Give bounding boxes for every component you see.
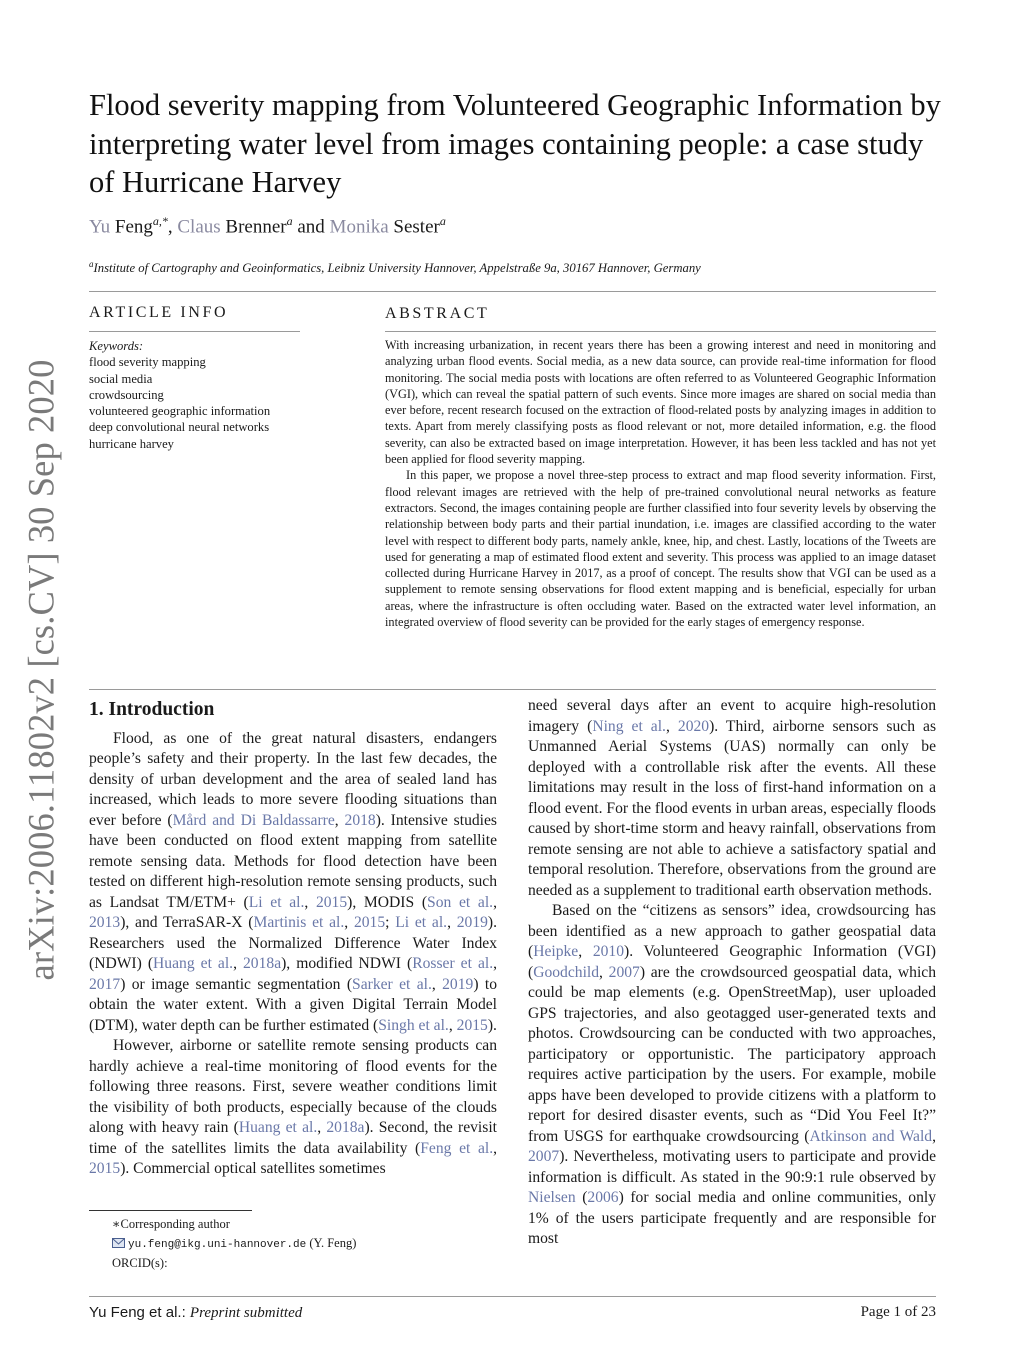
article-info-heading: ARTICLE INFO: [89, 304, 229, 321]
footer-authors: Yu Feng et al.:: [89, 1304, 190, 1321]
citation-link[interactable]: Goodchild: [533, 963, 600, 981]
author-given-name[interactable]: Monika: [329, 216, 389, 238]
footnote-rule: [89, 1210, 252, 1211]
page-number: Page 1 of 23: [860, 1304, 936, 1320]
citation-link[interactable]: Singh et al.: [378, 1016, 449, 1034]
citation-link[interactable]: 2006: [587, 1189, 619, 1206]
paper-title: Flood severity mapping from Volunteered Geographic Information by interpreting water level from images containing people: a case study of Hurricane Harvey: [89, 88, 941, 199]
citation-link[interactable]: 2020: [677, 717, 710, 735]
author-family-name: Brenner: [220, 216, 287, 238]
abstract-heading: ABSTRACT: [385, 305, 490, 322]
body-paragraph: need several days after an event to acquire high-resolution imagery (Ning et al., 2020). Third, airborne sensors such as Unmanned Aerial Systems (UAS) normally can only be deployed with a controllable risk after the events. All these limitations may result in the loss of first-hand information on a flood event. For the flood events in urban areas, especially floods caused by short-time storm and heavy rainfall, observations from remote sensing are not able to achieve a satisfactory spatial and temporal resolution. Therefore, observations from the ground are needed as a supplement to traditional earth observation methods.: [528, 697, 937, 899]
author-affiliation-mark: a: [439, 214, 446, 228]
left-column: [89, 700, 497, 1180]
abstract-rule: [385, 331, 936, 332]
citation-link[interactable]: Li et al.: [248, 893, 305, 911]
affiliation-text: Institute of Cartography and Geoinformatics, Leibniz University Hannover, Appelstraße 9a, 30167 Hannover, Germany: [93, 261, 701, 276]
affiliation: [89, 259, 701, 276]
citation-link[interactable]: 2018: [344, 811, 376, 829]
author-list: Yu Feng$^{a,*}$, Claus Brenner$^a$ and Monika Sester$^a$: [89, 214, 446, 238]
citation-link[interactable]: Li et al.: [395, 914, 448, 931]
body-paragraph: Based on the “citizens as sensors” idea, crowdsourcing has been identified as a new approach to gather geospatial data (Heipke, 2010). Volunteered Geographic Information (VGI) (Goodchild, 2007) are the crowdsourced geospatial data, which could be map elements (e.g. OpenStreetMap), user uploaded GPS trajectories, and also geotagged user-generated texts and photos. Crowdsourcing can be conducted with two approaches, participatory or opportunistic. The participatory approach requires active participation by the users. For example, mobile apps have been developed to provide citizens with a platform to report for desired disaster events, such as “Did You Feel It?” from USGS for earthquake crowdsourcing (Atkinson and Wald, 2007). Nevertheless, motivating users to participate and provide information is difficult. As stated in the 90:9:1 rule observed by Nielsen (2006) for social media and online communities, only 1% of the users participate frequently and are responsible for most: [528, 902, 936, 1247]
citation-link[interactable]: 2013: [89, 914, 121, 931]
abstract-body: [385, 337, 936, 630]
citation-link[interactable]: 2007: [528, 1148, 560, 1165]
body-paragraph: However, airborne or satellite remote sensing products can hardly achieve a real-time monitoring of flood events for the following three reasons. First, severe weather conditions limit the visibility of both products, especially because of the clouds along with heavy rain (Huang et al., 2018a). Second, the revisit time of the satellites limits the data availability (Feng et al., 2015). Commercial optical satellites sometimes: [89, 1037, 498, 1177]
keyword: social media: [89, 371, 153, 386]
citation-link[interactable]: Huang et al.: [238, 1119, 318, 1136]
keyword: hurricane harvey: [89, 436, 174, 451]
running-footer: [89, 1304, 302, 1322]
section-heading: 1. Introduction: [89, 699, 215, 720]
citation-link[interactable]: Son et al.: [427, 893, 494, 911]
email-line: [112, 1234, 356, 1255]
article-info-rule: [89, 331, 300, 332]
citation-link[interactable]: 2010: [592, 943, 625, 960]
citation-link[interactable]: Heipke: [533, 943, 579, 960]
envelope-icon: [112, 1235, 125, 1245]
citation-link[interactable]: Nielsen: [528, 1189, 576, 1206]
citation-link[interactable]: 2019: [442, 975, 474, 993]
abstract-paragraph: In this paper, we propose a novel three-step process to extract and map flood severity information. First, flood relevant images are retrieved with the help of pre-trained convolutional neural networks as feature extractors. Second, the images containing people are further classified into four severity levels by observing the relationship between body parts and their partial inundation, i.e. images are classified according to the water level with respect to different body parts, namely ankle, knee, hip, and chest. Lastly, locations of the Tweets are used for generating a map of estimated flood extent and severity. This process was applied to an image dataset collected during Hurricane Harvey in 2017, as a proof of concept. The results show that VGI can be used as a supplement to remote sensing observations for flood extent mapping and is beneficial, especially for urban areas, where the infrastructure is often occluding water. Based on the extracted water level information, an integrated overview of flood severity can be provided for the early stages of emergency response.: [385, 468, 936, 630]
header-rule: [89, 291, 936, 292]
citation-link[interactable]: Ning et al.: [592, 717, 666, 735]
citation-link[interactable]: Mård and Di Baldassarre: [172, 811, 335, 829]
right-column: [528, 696, 936, 1250]
author-family-name: Sester: [388, 216, 440, 238]
author-given-name[interactable]: Claus: [177, 216, 221, 238]
corresponding-author-note: ∗Corresponding author: [112, 1217, 230, 1231]
keywords-block: [89, 338, 270, 452]
author-affiliation-mark: a: [286, 214, 293, 228]
citation-link[interactable]: 2015: [89, 1160, 121, 1177]
orcid-line: ORCID(s):: [112, 1256, 168, 1270]
citation-link[interactable]: 2015: [456, 1016, 488, 1034]
citation-link[interactable]: 2018a: [243, 955, 282, 972]
keyword: crowdsourcing: [89, 387, 164, 402]
keyword: deep convolutional neural networks: [89, 420, 270, 435]
author-affiliation-mark: a,*: [152, 214, 168, 228]
citation-link[interactable]: Huang et al.: [153, 955, 234, 972]
body-paragraph: Flood, as one of the great natural disasters, endangers people’s safety and their property. In the last few decades, the density of urban development and the area of sealed land has increased, which leads to more severe flooding situations than ever before (Mård and Di Baldassarre, 2018). Intensive studies have been conducted on flood extent mapping from satellite remote sensing data. Methods for flood detection have been tested on different high-resolution remote sensing products, such as Landsat TM/ETM+ (Li et al., 2015), MODIS (Son et al., 2013), and TerraSAR-X (Martinis et al., 2015; Li et al., 2019). Researchers used the Normalized Difference Water Index (NDWI) (Huang et al., 2018a), modified NDWI (Rosser et al., 2017) or image semantic segmentation (Sarker et al., 2019) to obtain the water extent. With a given Digital Terrain Model (DTM), water depth can be further estimated (Singh et al., 2015).: [89, 729, 498, 1034]
citation-link[interactable]: 2015: [353, 914, 386, 931]
affiliation-mark: a: [89, 259, 94, 269]
citation-link[interactable]: 2017: [89, 975, 121, 993]
citation-link[interactable]: 2015: [315, 893, 348, 911]
abstract-paragraph: With increasing urbanization, in recent years there has been a growing interest and need in monitoring and analyzing urban flood events. Social media, as a new data source, can provide real-time information for flood monitoring. The social media posts with locations are often referred to as Volunteered Geographic Information (VGI), which can reveal the spatial pattern of such events. Since more images are shared on social media than ever before, recent research focused on the extraction of flood-related posts by analyzing images in addition to texts. Apart from merely classifying posts as flood relevant or not, more detailed information, e.g. the flood severity, can also be extracted based on image interpretation. However, it has been less tackled and has not yet been applied for flood severity mapping.: [385, 338, 936, 467]
footnote: [112, 1215, 356, 1273]
abstract-bottom-rule: [89, 689, 936, 690]
citation-link[interactable]: 2019: [456, 914, 488, 931]
citation-link[interactable]: Martinis et al.: [253, 914, 345, 931]
footer-status: Preprint submitted: [189, 1305, 303, 1321]
keywords-label: Keywords:: [89, 339, 144, 353]
email-suffix: (Y. Feng): [306, 1235, 357, 1250]
arxiv-identifier: arXiv:2006.11802v2 [cs.CV] 30 Sep 2020: [20, 359, 62, 981]
citation-link[interactable]: 2018a: [326, 1119, 365, 1136]
citation-link[interactable]: Feng et al.: [420, 1139, 494, 1157]
author-family-name: Feng: [110, 216, 153, 238]
keyword: volunteered geographic information: [89, 404, 271, 419]
email-link[interactable]: yu.feng@ikg.uni-hannover.de: [128, 1238, 307, 1251]
keyword: flood severity mapping: [89, 355, 206, 370]
footer-rule: [89, 1296, 936, 1297]
citation-link[interactable]: Atkinson and Wald: [809, 1127, 933, 1145]
author-given-name[interactable]: Yu: [89, 216, 111, 238]
citation-link[interactable]: Sarker et al.: [352, 975, 432, 993]
citation-link[interactable]: Rosser et al.: [412, 955, 494, 972]
citation-link[interactable]: 2007: [608, 963, 640, 981]
